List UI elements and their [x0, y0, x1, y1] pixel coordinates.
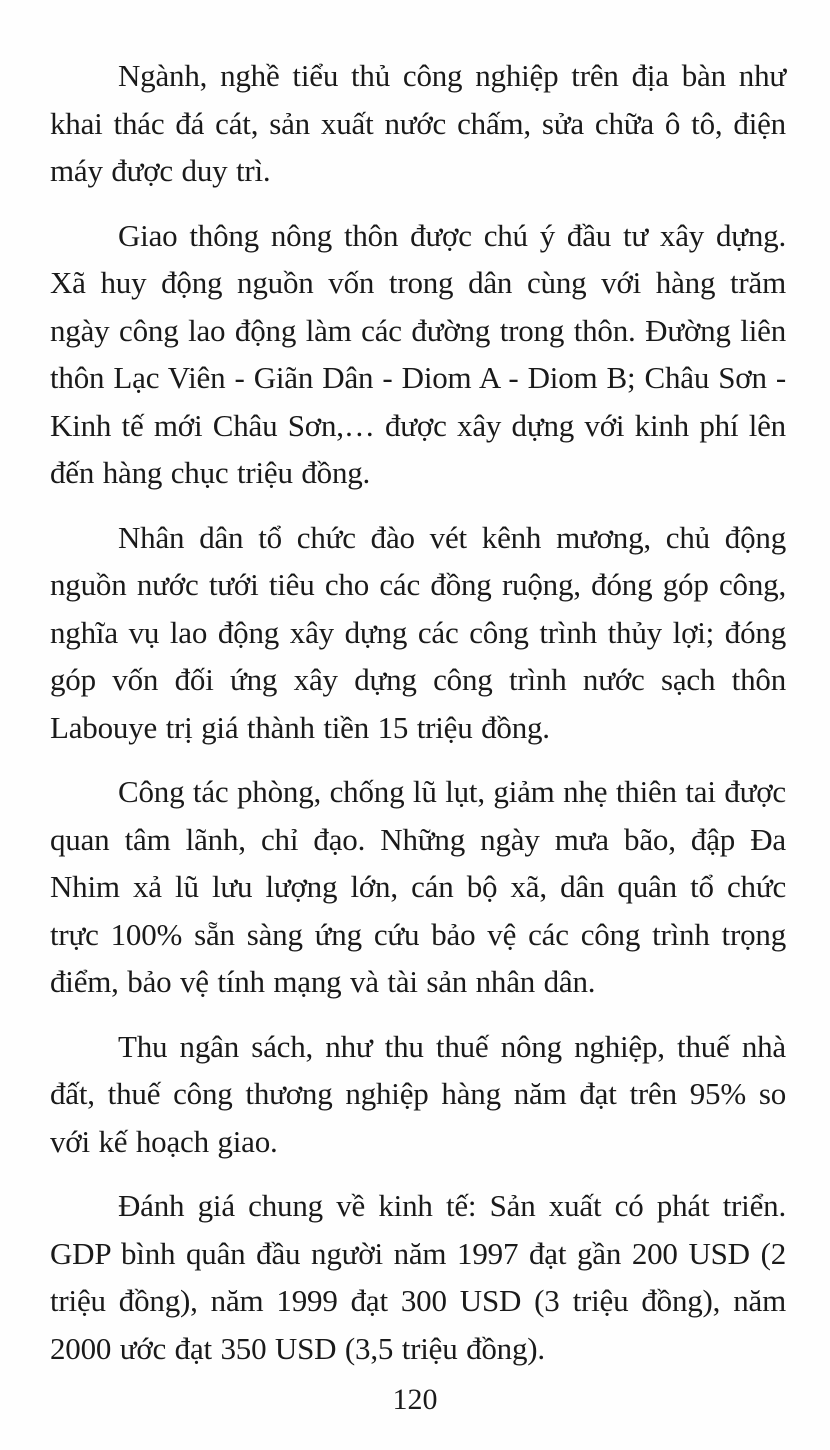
paragraph-rural-transport: Giao thông nông thôn được chú ý đầu tư xây dựng. Xã huy động nguồn vốn trong dân cùng với hàng trăm ngày công lao động làm các đường trong thôn. Đường liên thôn Lạc Viên - Giãn Dân - Diom A - Diom B; Châu Sơn - Kinh tế mới Châu Sơn,… được xây dựng với kinh phí lên đến hàng chục triệu đồng. [50, 217, 786, 490]
paragraph-handicraft: Ngành, nghề tiểu thủ công nghiệp trên địa bàn như khai thác đá cát, sản xuất nước chấm, sửa chữa ô tô, điện máy được duy trì. [50, 58, 786, 188]
page-number: 120 [392, 1383, 438, 1416]
body-text [50, 52, 786, 1389]
paragraph-economic-assessment: Đánh giá chung về kinh tế: Sản xuất có phát triển. GDP bình quân đầu người năm 1997 đạt gần 200 USD (2 triệu đồng), năm 1999 đạt 300 USD (3 triệu đồng), năm 2000 ước đạt 350 USD (3,5 triệu đồng). [50, 1188, 786, 1366]
paragraph-irrigation: Nhân dân tổ chức đào vét kênh mương, chủ động nguồn nước tưới tiêu cho các đồng ruộng, đóng góp công, nghĩa vụ lao động xây dựng các công trình thủy lợi; đóng góp vốn đối ứng xây dựng công trình nước sạch thôn Labouye trị giá thành tiền 15 triệu đồng. [50, 519, 786, 745]
paragraph-budget: Thu ngân sách, như thu thuế nông nghiệp, thuế nhà đất, thuế công thương nghiệp hàng năm đạt trên 95% so với kế hoạch giao. [50, 1028, 786, 1159]
paragraph-flood-prevention: Công tác phòng, chống lũ lụt, giảm nhẹ thiên tai được quan tâm lãnh, chỉ đạo. Những ngày mưa bão, đập Đa Nhim xả lũ lưu lượng lớn, cán bộ xã, dân quân tổ chức trực 100% sẵn sàng ứng cứu bảo vệ các công trình trọng điểm, bảo vệ tính mạng và tài sản nhân dân. [50, 774, 786, 999]
